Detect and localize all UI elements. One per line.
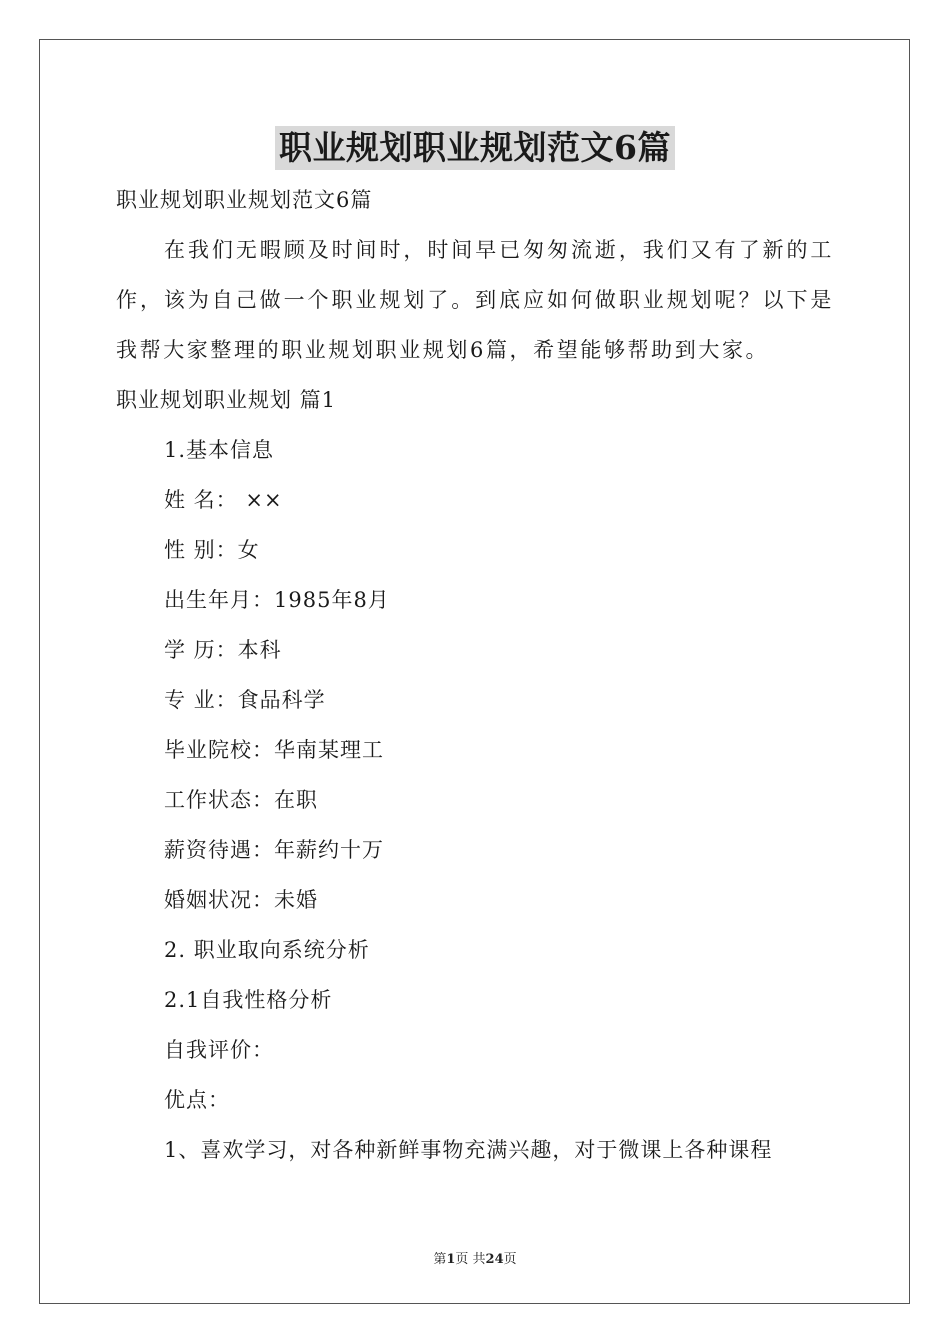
footer-page-mid: 页 共 [455, 1252, 486, 1267]
paragraph: 学 历：本科 [164, 638, 282, 662]
footer-total-pages: 24 [485, 1252, 504, 1267]
document-title: 职业规划职业规划范文6篇 [275, 126, 675, 170]
paragraph: 出生年月：1985年8月 [164, 588, 390, 612]
footer-current-page: 1 [446, 1252, 456, 1267]
paragraph: 婚姻状况：未婚 [164, 888, 318, 912]
paragraph: 性 别：女 [164, 538, 260, 562]
paragraph: 2. 职业取向系统分析 [164, 938, 370, 962]
paragraph: 姓 名： ×× [164, 488, 283, 512]
paragraph: 2.1自我性格分析 [164, 988, 333, 1012]
document-body [116, 175, 834, 1175]
page-footer [0, 1248, 950, 1267]
paragraph: 1.基本信息 [164, 438, 275, 462]
title-wrap [0, 126, 950, 170]
paragraph: 毕业院校：华南某理工 [164, 738, 384, 762]
paragraph: 职业规划职业规划 篇1 [116, 388, 337, 412]
paragraph: 工作状态：在职 [164, 788, 318, 812]
paragraph: 薪资待遇：年薪约十万 [164, 838, 384, 862]
paragraph: 自我评价： [164, 1038, 274, 1062]
intro-paragraph: 在我们无暇顾及时间时，时间早已匆匆流逝，我们又有了新的工作，该为自己做一个职业规划了。到底应如何做职业规划呢？以下是我帮大家整理的职业规划职业规划6篇，希望能够帮助到大家。 [116, 238, 834, 362]
paragraph: 职业规划职业规划范文6篇 [116, 188, 373, 212]
footer-page-prefix: 第 [433, 1252, 447, 1267]
paragraph: 优点： [164, 1088, 230, 1112]
footer-page-suffix: 页 [503, 1252, 517, 1267]
paragraph: 专 业：食品科学 [164, 688, 326, 712]
paragraph: 1、喜欢学习，对各种新鲜事物充满兴趣，对于微课上各种课程 [164, 1138, 773, 1162]
